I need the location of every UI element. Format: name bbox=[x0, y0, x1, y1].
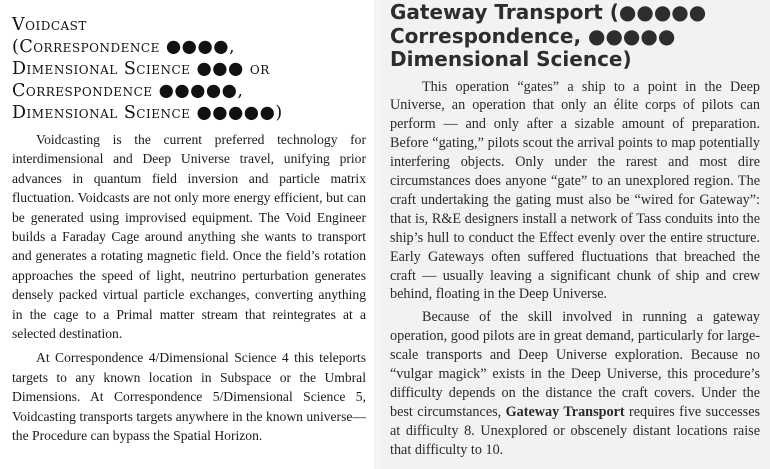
voidcast-paragraph-1: Voidcasting is the current preferred technology for interdimensional and Deep Universe travel, unifying prior advances in quantum field inversion and particle matrix fluctuation. Voidcasts are not only more energy efficient, but can be generated using improvised equipment. The Void Engineer builds a Faraday Cage around anything she wants to transport and generates a rotating magnetic field. Once the field’s rotation approaches the speed of light, neutrino perturbation generates densely packed virtual particle exchanges, converting anything in the cage to a Primal matter stream that reintegrates at a selected destination. bbox=[12, 132, 366, 342]
gateway-heading-line: Dimensional Science) bbox=[390, 47, 632, 71]
gateway-paragraph-2-text: Because of the skill involved in running a gateway operation, good pilots are in great demand, particularly for large-scale transports and Deep Universe exploration. Because no “vulgar magick” exists in the Deep Universe, this procedure’s difficulty depends on the distance the craft covers. Under the best circumstances, bbox=[390, 309, 760, 420]
voidcast-heading-line: (Correspondence ●●●●, bbox=[12, 37, 236, 57]
left-column bbox=[0, 0, 374, 469]
voidcast-heading-line: Correspondence ●●●●●, bbox=[12, 81, 244, 101]
voidcast-paragraph-2: At Correspondence 4/Dimensional Science 4 this teleports targets to any known location in Subspace or the Umbral Dimensions. At Correspondence 5/Dimensional Science 5, Voidcasting transports targets anywhere in the known universe—the Procedure can bypass the Spatial Horizon. bbox=[12, 350, 366, 444]
gateway-transport-term: Gateway Transport bbox=[505, 403, 625, 420]
voidcast-heading bbox=[12, 14, 366, 124]
voidcast-heading-line: Voidcast bbox=[12, 15, 87, 35]
gateway-heading-line: Correspondence, ●●●●● bbox=[390, 23, 676, 48]
gateway-paragraph-2-text-end: requires five successes at difficulty 8. Unexplored or obscenely distant locations raise that difficulty to 10. bbox=[390, 403, 761, 458]
right-column bbox=[380, 0, 770, 469]
voidcast-heading-line: Dimensional Science ●●●●●) bbox=[12, 103, 283, 123]
voidcast-heading-line: Dimensional Science ●●● or bbox=[12, 59, 270, 79]
gateway-paragraph-1: This operation “gates” a ship to a point in the Deep Universe, an operation that only an élite corps of pilots can perform — and only after a sizable amount of preparation. Before “gating,” pilots scout the arrival points to map potentially interfering objects. Only under the rarest and most dire circumstances does anyone “gate” to an unexplored region. The craft undertaking the gating must also be “wired for Gateway”: that is, R&E designers install a network of Tass conduits into the ship’s hull to conduct the Effect evenly over the entire structure. Early Gateways often suffered fluctuations that breached the craft — usually leaving a significant chunk of ship and crew behind, floating in the Deep Universe. bbox=[390, 78, 760, 303]
gateway-transport-heading bbox=[390, 1, 760, 72]
gateway-paragraph-2 bbox=[390, 308, 760, 459]
gateway-heading-line: Gateway Transport (●●●●● bbox=[390, 0, 707, 24]
